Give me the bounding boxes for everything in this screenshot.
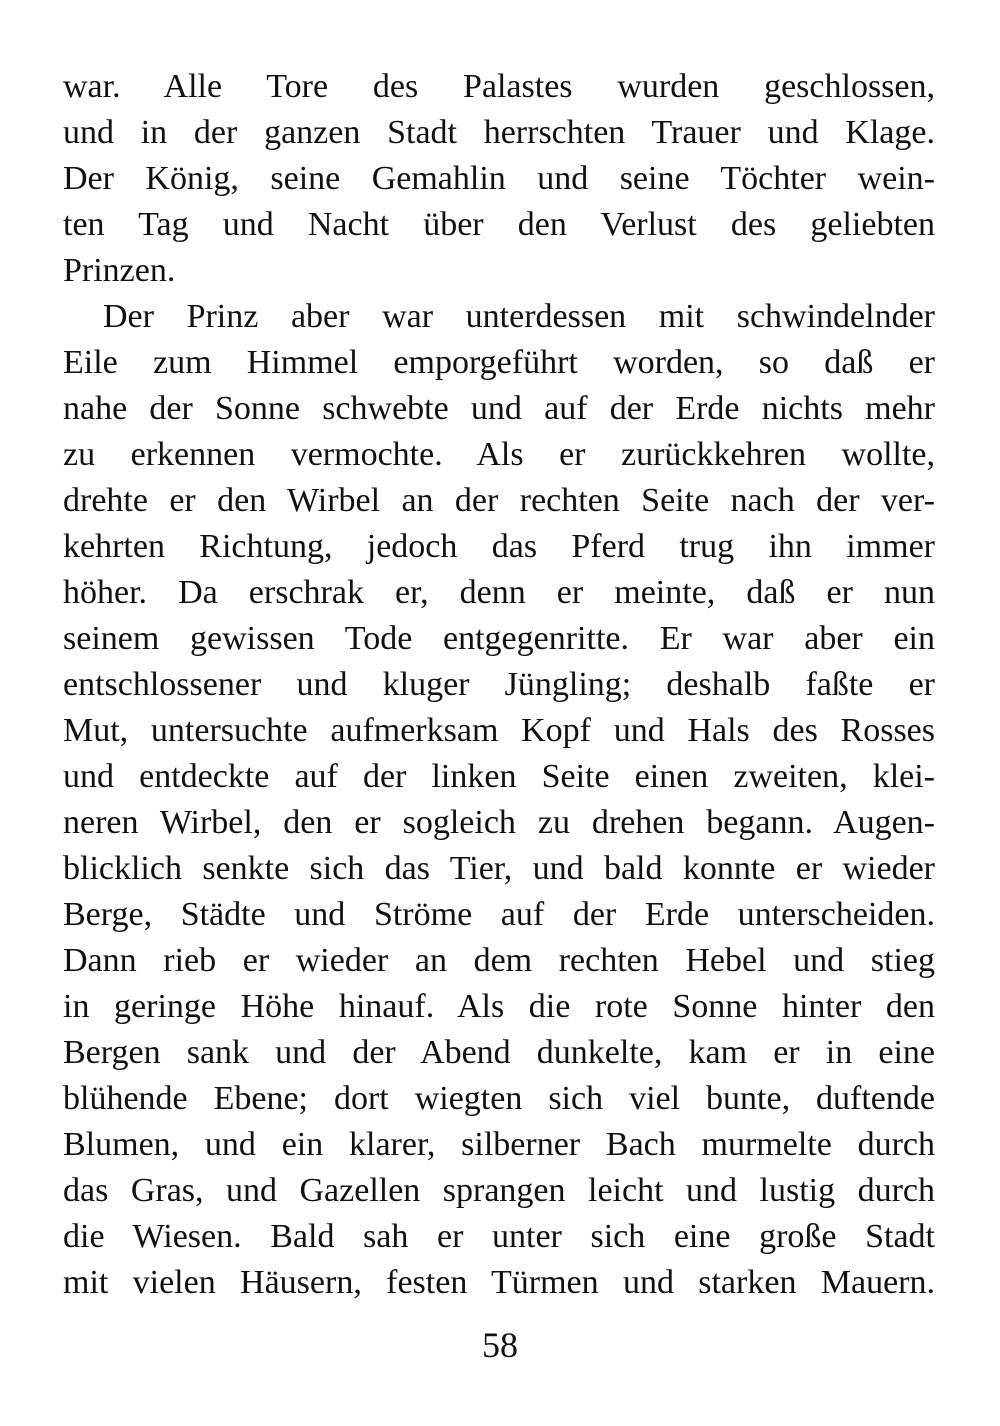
text-line: in geringe Höhe hinauf. Als die rote Sonne hinter den [63,988,935,1025]
text-line: zu erkennen vermochte. Als er zurückkehren wollte, [63,436,935,473]
text-line: und in der ganzen Stadt herrschten Trauer und Klage. [63,114,935,151]
text-line: war. Alle Tore des Palastes wurden geschlossen, [63,68,935,105]
text-line: mit vielen Häusern, festen Türmen und starken Mauern. [63,1264,935,1301]
page-number: 58 [482,1325,518,1365]
text-line: höher. Da erschrak er, denn er meinte, daß er nun [63,574,935,611]
text-line: blicklich senkte sich das Tier, und bald konnte er wieder [63,850,935,887]
text-line: kehrten Richtung, jedoch das Pferd trug ihn immer [63,528,935,565]
text-line: drehte er den Wirbel an der rechten Seite nach der ver- [63,482,935,519]
text-line: Prinzen. [63,252,176,289]
text-line: Blumen, und ein klarer, silberner Bach murmelte durch [63,1126,935,1163]
text-line: Der König, seine Gemahlin und seine Töchter wein- [63,160,935,197]
text-line: neren Wirbel, den er sogleich zu drehen begann. Augen- [63,804,935,841]
body-text [63,64,935,1306]
text-line: Berge, Städte und Ströme auf der Erde unterscheiden. [63,896,935,933]
text-line: die Wiesen. Bald sah er unter sich eine große Stadt [63,1218,935,1255]
text-line: ten Tag und Nacht über den Verlust des geliebten [63,206,935,243]
text-line: und entdeckte auf der linken Seite einen zweiten, klei- [63,758,935,795]
text-line: nahe der Sonne schwebte und auf der Erde nichts mehr [63,390,935,427]
text-line: seinem gewissen Tode entgegenritte. Er war aber ein [63,620,935,657]
text-line: das Gras, und Gazellen sprangen leicht und lustig durch [63,1172,935,1209]
text-line: Mut, untersuchte aufmerksam Kopf und Hals des Rosses [63,712,935,749]
text-line: Eile zum Himmel emporgeführt worden, so daß er [63,344,935,381]
text-line: Bergen sank und der Abend dunkelte, kam er in eine [63,1034,935,1071]
text-line: Dann rieb er wieder an dem rechten Hebel und stieg [63,942,935,979]
text-line: Der Prinz aber war unterdessen mit schwindelnder [103,298,935,335]
text-line: entschlossener und kluger Jüngling; deshalb faßte er [63,666,935,703]
text-line: blühende Ebene; dort wiegten sich viel bunte, duftende [63,1080,935,1117]
